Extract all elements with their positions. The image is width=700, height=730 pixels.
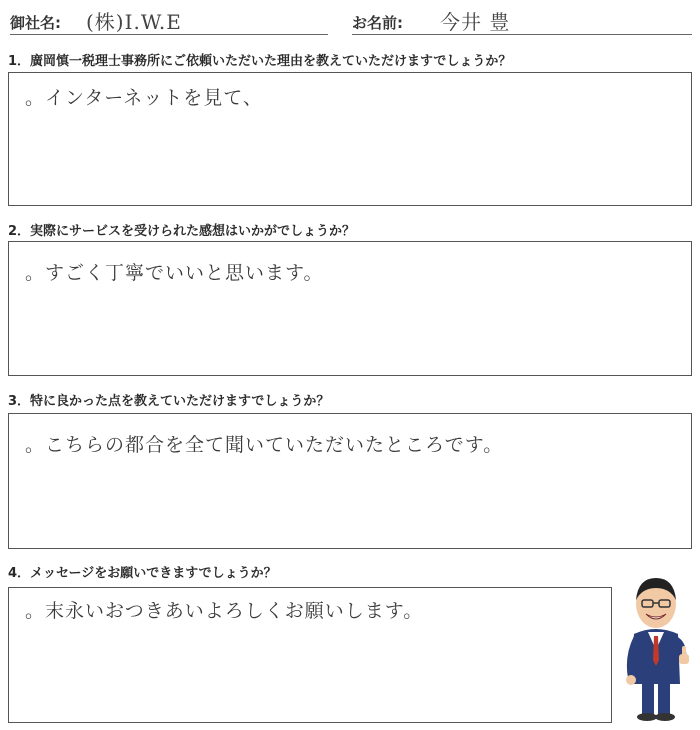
answer-box-4 — [8, 587, 612, 723]
name-value: 今井 豊 — [440, 10, 511, 34]
answer-box-1 — [8, 72, 692, 206]
name-label: お名前: — [352, 14, 403, 32]
cartoon-man-thumbs-up-icon — [618, 570, 694, 722]
company-label: 御社名: — [10, 14, 61, 32]
answer-box-3 — [8, 413, 692, 549]
question-2-label: 2．実際にサービスを受けられた感想はいかがでしょうか？ — [8, 224, 356, 239]
question-4-label: 4．メッセージをお願いできますでしょうか？ — [8, 566, 277, 581]
answer-box-2 — [8, 241, 692, 376]
company-underline — [10, 34, 328, 35]
name-underline — [352, 34, 692, 35]
answer-4-text: 。末永いおつきあいよろしくお願いします。 — [25, 600, 424, 622]
form-header — [0, 0, 700, 44]
answer-1-text: 。インターネットを見て、 — [25, 87, 263, 109]
question-3-label: 3．特に良かった点を教えていただけますでしょうか？ — [8, 394, 330, 409]
answer-2-text: 。すごく丁寧でいいと思います。 — [25, 262, 324, 284]
question-1-label: 1．廣岡慎一税理士事務所にご依頼いただいた理由を教えていただけますでしょうか？ — [8, 54, 512, 69]
answer-3-text: 。こちらの都合を全て聞いていただいたところです。 — [25, 434, 504, 456]
company-value: (株)I.W.E — [86, 10, 182, 34]
